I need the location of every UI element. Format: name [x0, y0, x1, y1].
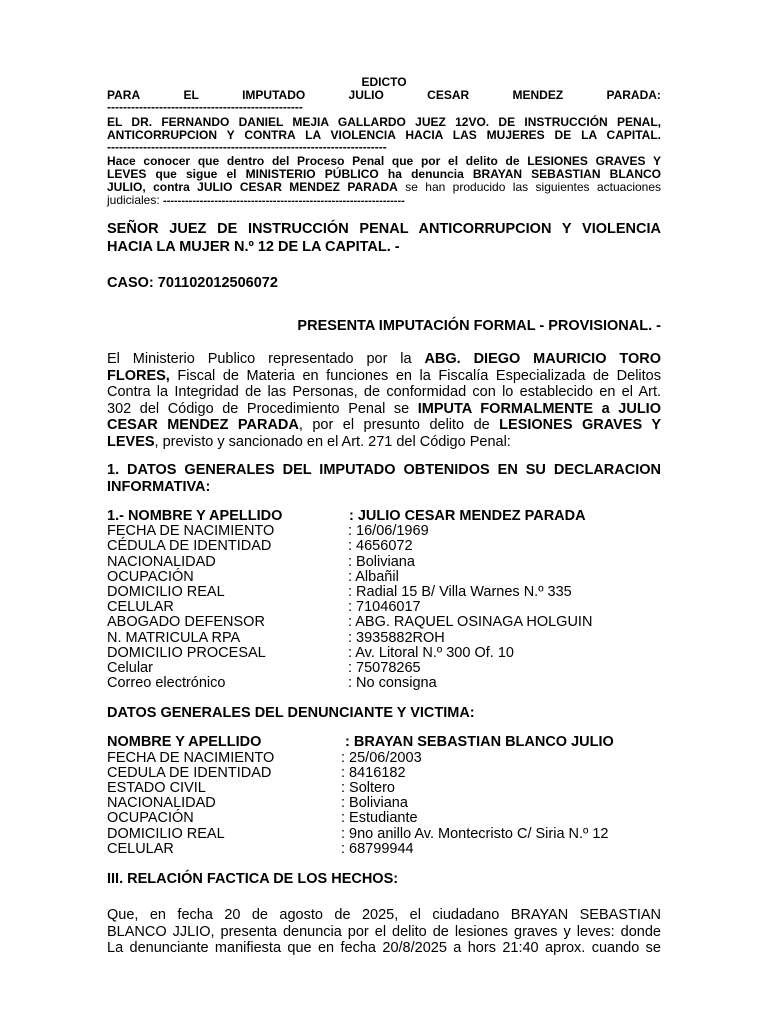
field-value: : Radial 15 B/ Villa Warnes N.º 335: [348, 584, 572, 601]
field-label: CÉDULA DE IDENTIDAD: [107, 538, 272, 555]
field-row: [107, 570, 661, 585]
field-label: CELULAR: [107, 840, 174, 857]
intro-bold: ABG. DIEGO MAURICIO TORO: [424, 351, 661, 367]
para-word: PARA: [107, 88, 141, 102]
intro-line: [107, 401, 661, 418]
field-label: DOMICILIO REAL: [107, 825, 225, 842]
field-label: DOMICILIO PROCESAL: [107, 644, 266, 661]
field-row: [107, 811, 661, 826]
presenta-title: PRESENTA IMPUTACIÓN FORMAL - PROVISIONAL. -: [297, 318, 661, 334]
field-value: : No consigna: [348, 675, 437, 692]
hace-bold: JULIO, contra JULIO CESAR MENDEZ PARADA: [107, 180, 398, 194]
field-row: [107, 827, 661, 842]
intro-bold: CESAR MENDEZ PARADA: [107, 417, 299, 433]
field-label: FECHA DE NACIMIENTO: [107, 749, 275, 766]
section1-heading: INFORMATIVA:: [107, 478, 211, 495]
field-label: OCUPACIÓN: [107, 568, 194, 585]
field-label: CEDULA DE IDENTIDAD: [107, 764, 272, 781]
intro-bold: IMPUTA FORMALMENTE a JULIO: [417, 400, 661, 417]
address-line: HACIA LA MUJER N.º 12 DE LA CAPITAL. -: [107, 239, 400, 255]
field-row: [107, 842, 661, 857]
para-word: IMPUTADO: [242, 88, 306, 102]
field-row: [107, 661, 661, 676]
intro-text: Fiscal de Materia en funciones en la Fiscalía Especializada de Delitos: [169, 367, 661, 384]
field-label: ESTADO CIVIL: [107, 780, 206, 797]
field-value: : 68799944: [341, 840, 414, 857]
field-value: : Boliviana: [341, 795, 408, 812]
hace-normal: judiciales:: [107, 193, 164, 207]
field-row: [107, 539, 661, 554]
field-row: [107, 600, 661, 615]
victima-fields: [107, 751, 661, 857]
field-label: CELULAR: [107, 599, 174, 616]
address-line: SEÑOR JUEZ DE INSTRUCCIÓN PENAL ANTICORRUPCION Y VIOLENCIA: [107, 221, 661, 237]
intro-line: Contra la Integridad de las Personas, de conformidad con lo establecido en el Art.: [107, 384, 661, 400]
field-row: [107, 555, 661, 570]
intro-text: 302 del Código de Procedimiento Penal se: [107, 400, 418, 417]
intro-bold: LESIONES GRAVES Y: [499, 417, 661, 433]
intro-line: [107, 351, 661, 368]
section2-heading: DATOS GENERALES DEL DENUNCIANTE Y VICTIMA:: [107, 705, 475, 722]
intro-line: [107, 368, 661, 385]
intro-text: El Ministerio Publico representado por la: [107, 351, 425, 367]
field-label: N. MATRICULA RPA: [107, 629, 241, 646]
field-value: : 9no anillo Av. Montecristo C/ Siria N.º 12: [341, 825, 609, 842]
intro-bold: LEVES: [107, 433, 155, 450]
para-line: [107, 89, 661, 102]
field-value: : Albañil: [348, 568, 399, 585]
field-row: [107, 766, 661, 781]
case-number: CASO: 701102012506072: [107, 275, 278, 291]
hace-normal: se han producido las siguientes actuaciones: [397, 180, 662, 194]
field-label: ABOGADO DEFENSOR: [107, 614, 265, 631]
field-label: NACIONALIDAD: [107, 553, 216, 570]
field-row: [107, 676, 661, 691]
field-value: : Av. Litoral N.º 300 Of. 10: [348, 644, 514, 661]
field-label: Correo electrónico: [107, 675, 226, 692]
field-value: : 16/06/1969: [348, 523, 429, 540]
hechos-line: BLANCO JJLIO, presenta denuncia por el delito de lesiones graves y leves: donde: [107, 923, 661, 940]
field-value: : Boliviana: [348, 553, 415, 570]
imputado-fields: [107, 524, 661, 691]
hace-line: [107, 194, 661, 208]
field-value: : BRAYAN SEBASTIAN BLANCO JULIO: [345, 734, 614, 751]
field-value: : 25/06/2003: [341, 749, 422, 766]
field-label: NOMBRE Y APELLIDO: [107, 734, 262, 751]
hechos-line: Que, en fecha 20 de agosto de 2025, el ciudadano BRAYAN SEBASTIAN: [107, 907, 661, 924]
field-label: NACIONALIDAD: [107, 795, 216, 812]
field-value: : 75078265: [348, 660, 421, 677]
intro-line: [107, 417, 661, 434]
field-label: OCUPACIÓN: [107, 810, 194, 827]
para-word: MENDEZ: [512, 88, 564, 102]
field-value: : Soltero: [341, 780, 395, 797]
juez-line: ANTICORRUPCION Y CONTRA LA VIOLENCIA HACIA LAS MUJERES DE LA CAPITAL.: [107, 128, 661, 142]
field-value: : 8416182: [341, 764, 406, 781]
field-label: 1.- NOMBRE Y APELLIDO: [107, 508, 283, 524]
field-value: : ABG. RAQUEL OSINAGA HOLGUIN: [348, 614, 593, 631]
intro-text: , por el presunto delito de: [298, 417, 500, 433]
field-row: [107, 781, 661, 796]
field-row: [107, 631, 661, 646]
field-row: [107, 615, 661, 630]
field-value: : 4656072: [348, 538, 413, 555]
para-word: JULIO: [348, 88, 384, 102]
field-value: : 3935882ROH: [348, 629, 445, 646]
juez-line: EL DR. FERNANDO DANIEL MEJIA GALLARDO JUEZ 12VO. DE INSTRUCCIÓN PENAL,: [107, 115, 661, 129]
field-label: DOMICILIO REAL: [107, 584, 225, 601]
hace-line: [107, 181, 661, 194]
field-value: : Estudiante: [341, 810, 418, 827]
hace-line: LEVES que sigue el MINISTERIO PÚBLICO ha denuncia BRAYAN SEBASTIAN BLANCO: [107, 167, 661, 181]
victima-name-row: [107, 735, 661, 750]
field-label: Celular: [107, 660, 153, 677]
field-value: : JULIO CESAR MENDEZ PARADA: [349, 508, 586, 524]
hace-line: Hace conocer que dentro del Proceso Penal que por el delito de LESIONES GRAVES Y: [107, 154, 661, 168]
field-value: : 71046017: [348, 599, 421, 616]
hechos-line: La denunciante manifiesta que en fecha 20/8/2025 a hors 21:40 aprox. cuando se: [107, 940, 661, 957]
para-word: EL: [183, 88, 199, 102]
document-page: [107, 76, 661, 957]
intro-bold: FLORES,: [107, 367, 170, 384]
hace-dashes: ------------------------------------------------------------------: [163, 195, 405, 207]
divider-dashes: -------------------------------------------------: [107, 102, 303, 112]
field-row: [107, 646, 661, 661]
section1-heading: 1. DATOS GENERALES DEL IMPUTADO OBTENIDOS EN SU DECLARACION: [107, 462, 661, 478]
field-label: FECHA DE NACIMIENTO: [107, 523, 275, 540]
section3-heading: III. RELACIÓN FACTICA DE LOS HECHOS:: [107, 871, 399, 888]
divider-dashes: ----------------------------------------------------------------------: [107, 142, 387, 152]
field-row: [107, 585, 661, 600]
edicto-title: EDICTO: [361, 75, 407, 89]
para-word: CESAR: [427, 88, 470, 102]
para-word: PARADA:: [606, 88, 661, 102]
field-row: [107, 751, 661, 766]
intro-text: , previsto y sancionado en el Art. 271 del Código Penal:: [154, 433, 511, 450]
imputado-name-row: [107, 509, 661, 524]
intro-line: [107, 434, 661, 451]
